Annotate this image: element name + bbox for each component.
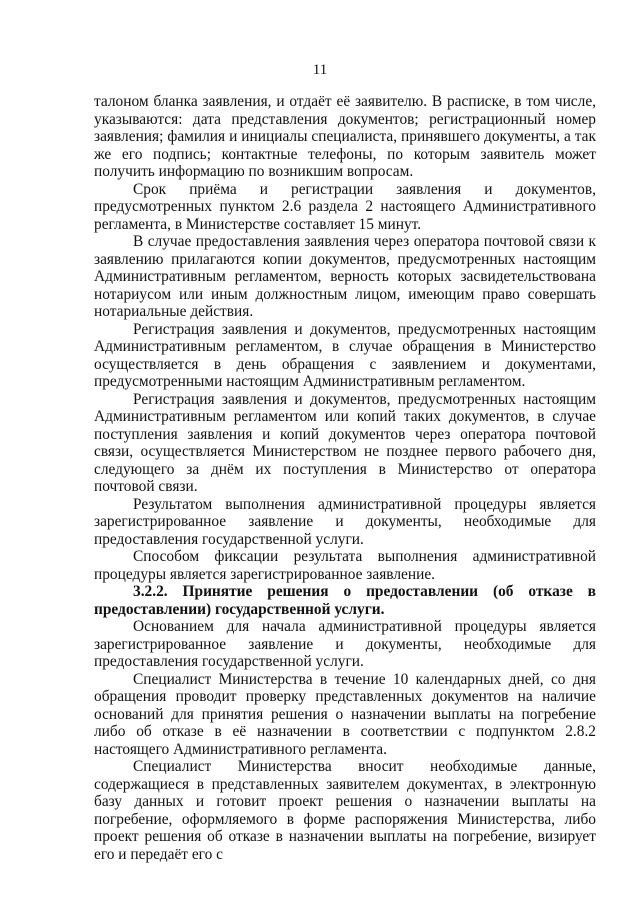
paragraph: Специалист Министерства вносит необходимые данные, содержащиеся в представленных заявителем документах, в электронную базу данных и готовит проект решения о назначении выплаты на погребение, оформляемого в форме распоряжения Министерства, либо проект решения об отказе в назначении выплаты на погребение, визирует его и передаёт его с [94,758,596,863]
paragraph: Срок приёма и регистрации заявления и документов, предусмотренных пунктом 2.6 раздела 2 настоящего Административного регламента, в Министерстве составляет 15 минут. [94,180,596,233]
paragraph: Основанием для начала административной процедуры является зарегистрированное заявление и документы, необходимые для предоставления государственной услуги. [94,618,596,670]
paragraph: В случае предоставления заявления через оператора почтовой связи к заявлению прилагаются копии документов, предусмотренных настоящим Административным регламентом, верность которых засвидетельствована нотариусом или иным должностным лицом, имеющим право совершать нотариальные действия. [94,233,596,320]
paragraph: Способом фиксации результата выполнения административной процедуры является зарегистрированное заявление. [94,548,596,583]
paragraph: Результатом выполнения административной процедуры является зарегистрированное заявление и документы, необходимые для предоставления государственной услуги. [94,495,596,548]
paragraph: Регистрация заявления и документов, предусмотренных настоящим Административным регламентом или копий таких документов, в случае поступления заявления и копий документов через оператора почтовой связи, осуществляется Министерством не позднее первого рабочего дня, следующего за днём их поступления в Министерство от оператора почтовой связи. [94,390,596,495]
paragraph: Регистрация заявления и документов, предусмотренных настоящим Административным регламентом, в случае обращения в Министерство осуществляется в день обращения с заявлением и документами, предусмотренными настоящим Административным регламентом. [94,320,596,390]
paragraph: Специалист Министерства в течение 10 календарных дней, со дня обращения проводит проверку представленных документов на наличие оснований для принятия решения о назначении выплаты на погребение либо об отказе в её назначении в соответствии с подпунктом 2.8.2 настоящего Административного регламента. [94,670,596,758]
paragraph: талоном бланка заявления, и отдаёт её заявителю. В расписке, в том числе, указываются: дата представления документов; регистрационный номер заявления; фамилия и инициалы специалиста, принявшего документы, а так же его подпись; контактные телефоны, по которым заявитель может получить информацию по возникшим вопросам. [94,93,596,180]
page-number: 11 [312,62,328,78]
document-body [94,93,596,863]
section-heading: 3.2.2. Принятие решения о предоставлении (об отказе в предоставлении) государственной услуги. [94,583,596,618]
